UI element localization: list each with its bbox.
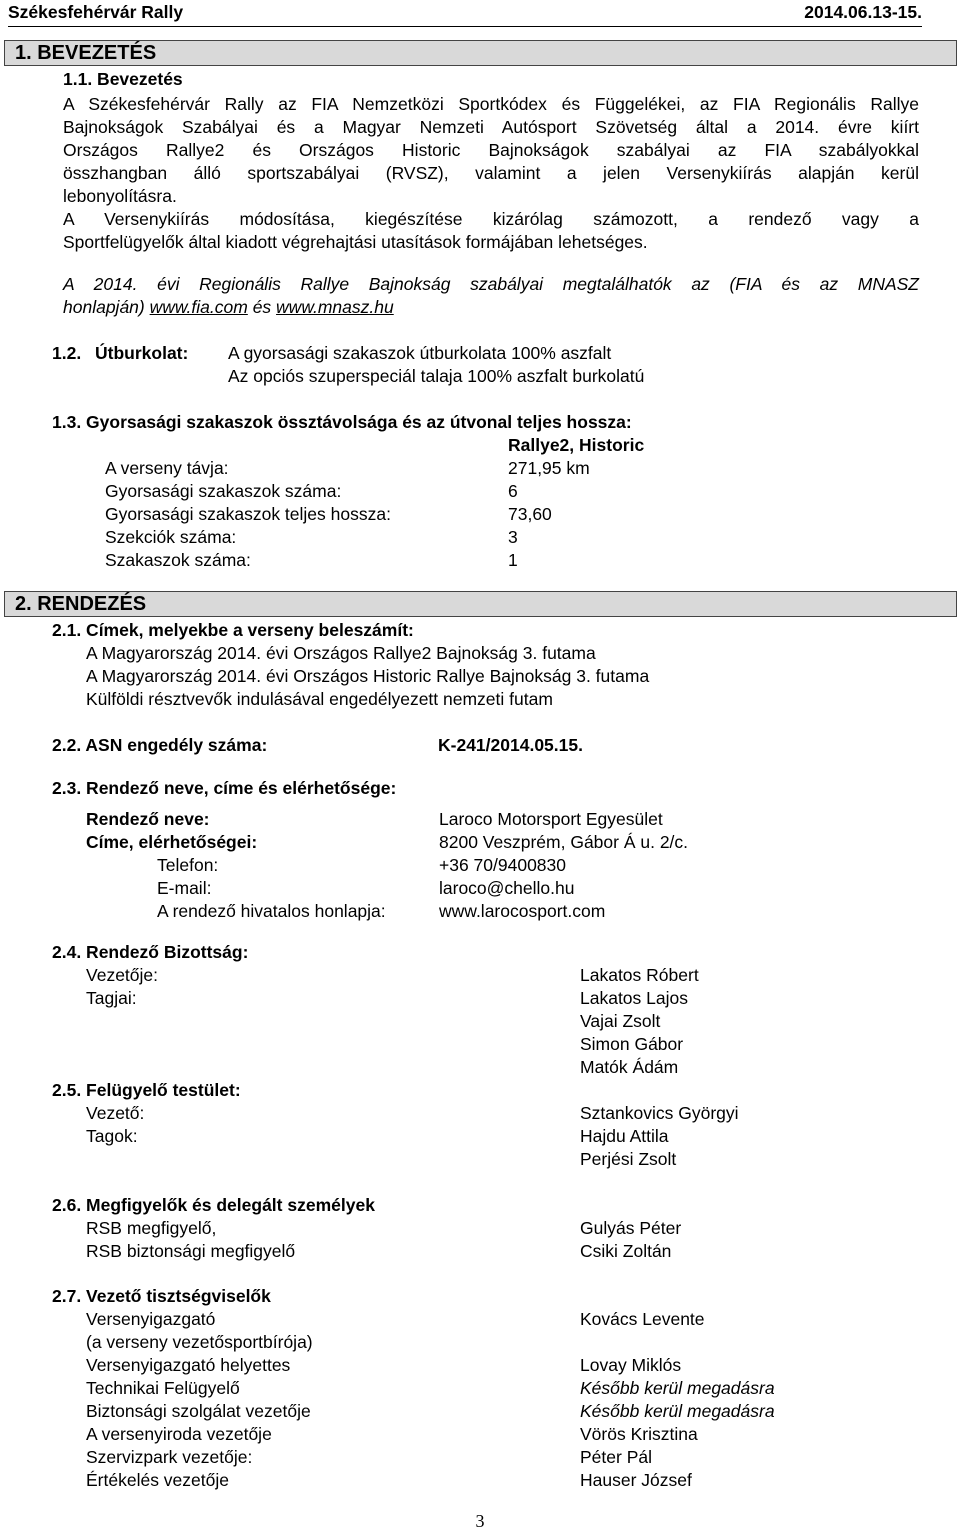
observer-name: Gulyás Péter xyxy=(580,1218,682,1238)
observer-names xyxy=(580,1217,681,1263)
observer-name: Csiki Zoltán xyxy=(580,1241,672,1261)
committee-member: Matók Ádám xyxy=(580,1057,679,1077)
title-item: A Magyarország 2014. évi Országos Rallye2 Bajnokság 3. futama xyxy=(86,643,596,663)
stats-labels xyxy=(105,457,391,572)
stat-label: Szakaszok száma: xyxy=(105,550,251,570)
committee-member: Vajai Zsolt xyxy=(580,1011,661,1031)
official-role: (a verseny vezetősportbírója) xyxy=(86,1332,313,1352)
committee-list xyxy=(580,964,699,1079)
supervisor-leader-label: Vezető: xyxy=(86,1103,145,1123)
official-role: A versenyiroda vezetője xyxy=(86,1424,272,1444)
title-item: Külföldi résztvevők indulásával engedélyezett nemzeti futam xyxy=(86,689,553,709)
stat-value: 1 xyxy=(508,550,518,570)
heading-2-1: 2.1. Címek, melyekbe a verseny beleszámít: xyxy=(52,620,414,640)
stat-value: 271,95 km xyxy=(508,458,590,478)
official-name: Később kerül megadásra xyxy=(580,1401,775,1421)
official-role: Technikai Felügyelő xyxy=(86,1378,240,1398)
observer-labels xyxy=(86,1217,295,1263)
org-email: laroco@chello.hu xyxy=(439,878,575,898)
supervisor-list xyxy=(580,1102,739,1171)
org-address: 8200 Veszprém, Gábor Á u. 2/c. xyxy=(439,832,689,852)
official-role: Versenyigazgató xyxy=(86,1309,216,1329)
heading-2-7: 2.7. Vezető tisztségviselők xyxy=(52,1286,271,1306)
stat-label: A verseny távja: xyxy=(105,458,229,478)
heading-1-2-num: 1.2. xyxy=(52,343,82,363)
committee-member: Simon Gábor xyxy=(580,1034,684,1054)
committee-members-label: Tagjai: xyxy=(86,988,137,1008)
official-role: Biztonsági szolgálat vezetője xyxy=(86,1401,311,1421)
heading-1-3: 1.3. Gyorsasági szakaszok össztávolsága és az útvonal teljes hossza: xyxy=(52,412,632,432)
rules-paragraph xyxy=(63,273,919,319)
stat-value: 3 xyxy=(508,527,518,547)
intro-line: Országos Rallye2 és Országos Historic Bajnokságok szabályai az FIA szabályokkal xyxy=(63,140,919,160)
official-names xyxy=(580,1308,775,1492)
official-role: Értékelés vezetője xyxy=(86,1470,229,1490)
supervisor: Perjési Zsolt xyxy=(580,1149,677,1169)
supervisor: Hajdu Attila xyxy=(580,1126,669,1146)
header-date: 2014.06.13-15. xyxy=(804,2,922,22)
titles-list xyxy=(86,642,649,711)
official-name: Péter Pál xyxy=(580,1447,652,1467)
observer-role: RSB megfigyelő, xyxy=(86,1218,217,1238)
stat-label: Gyorsasági szakaszok teljes hossza: xyxy=(105,504,391,524)
stat-label: Gyorsasági szakaszok száma: xyxy=(105,481,342,501)
amend-line: A Versenykiírás módosítása, kiegészítése kizárólag számozott, a rendező vagy a xyxy=(63,209,919,229)
org-label: Címe, elérhetőségei: xyxy=(86,832,258,852)
heading-2-4: 2.4. Rendező Bizottság: xyxy=(52,942,249,962)
intro-line: Bajnokságok Szabályai és a Magyar Nemzeti Autósport Szövetség által a 2014. évre kiírt xyxy=(63,117,919,137)
intro-line: összhangban álló sportszabályai (RVSZ), valamint a jelen Versenykiírás alapján kerül xyxy=(63,163,919,183)
org-website: www.larocosport.com xyxy=(439,901,606,921)
official-role: Szervizpark vezetője: xyxy=(86,1447,253,1467)
fia-link[interactable]: www.fia.com xyxy=(149,297,248,317)
stat-value: 73,60 xyxy=(508,504,552,524)
amend-line: Sportfelügyelők által kiadott végrehajtási utasítások formájában lehetséges. xyxy=(63,232,648,252)
official-name xyxy=(580,1331,775,1354)
official-name: Lovay Miklós xyxy=(580,1355,682,1375)
org-labels xyxy=(86,808,386,923)
mnasz-link[interactable]: www.mnasz.hu xyxy=(276,297,394,317)
official-name: Később kerül megadásra xyxy=(580,1378,775,1398)
rules-text: és xyxy=(247,297,277,317)
org-label: A rendező hivatalos honlapja: xyxy=(157,901,386,921)
title-item: A Magyarország 2014. évi Országos Historic Rallye Bajnokság 3. futama xyxy=(86,666,650,686)
official-role: Versenyigazgató helyettes xyxy=(86,1355,291,1375)
page-number: 3 xyxy=(475,1511,485,1531)
page-header xyxy=(8,0,922,27)
rules-line-2 xyxy=(63,296,919,319)
org-phone: +36 70/9400830 xyxy=(439,855,567,875)
stats-values xyxy=(508,457,590,572)
stat-value: 6 xyxy=(508,481,518,501)
committee-member: Lakatos Lajos xyxy=(580,988,688,1008)
org-name: Laroco Motorsport Egyesület xyxy=(439,809,663,829)
surface-value: A gyorsasági szakaszok útburkolata 100% aszfalt xyxy=(228,343,612,363)
official-name: Vörös Krisztina xyxy=(580,1424,698,1444)
asn-number: K-241/2014.05.15. xyxy=(438,735,583,755)
section-1-heading: 1. BEVEZETÉS xyxy=(4,40,957,66)
section-2-heading: 2. RENDEZÉS xyxy=(4,591,957,617)
heading-1-2-label: Útburkolat: xyxy=(95,343,189,363)
rules-line: A 2014. évi Regionális Rallye Bajnokság szabályai megtalálhatók az (FIA és az MNASZ xyxy=(63,274,919,294)
heading-2-5: 2.5. Felügyelő testület: xyxy=(52,1080,241,1100)
observer-role: RSB biztonsági megfigyelő xyxy=(86,1241,296,1261)
org-label: Telefon: xyxy=(157,855,219,875)
official-name: Hauser József xyxy=(580,1470,692,1490)
org-label: Rendező neve: xyxy=(86,809,210,829)
header-title: Székesfehérvár Rally xyxy=(8,2,184,22)
surface-value: Az opciós szuperspeciál talaja 100% aszfalt burkolatú xyxy=(228,366,645,386)
intro-paragraph xyxy=(63,93,919,254)
org-label: E-mail: xyxy=(157,878,212,898)
heading-2-6: 2.6. Megfigyelők és delegált személyek xyxy=(52,1195,375,1215)
committee-member: Lakatos Róbert xyxy=(580,965,699,985)
rules-text: honlapján) xyxy=(63,297,150,317)
heading-2-3: 2.3. Rendező neve, címe és elérhetősége: xyxy=(52,778,397,798)
supervisor: Sztankovics Györgyi xyxy=(580,1103,739,1123)
committee-leader-label: Vezetője: xyxy=(86,965,158,985)
stat-label: Szekciók száma: xyxy=(105,527,237,547)
heading-2-2: 2.2. ASN engedély száma: xyxy=(52,735,268,755)
official-name: Kovács Levente xyxy=(580,1309,705,1329)
supervisor-members-label: Tagok: xyxy=(86,1126,138,1146)
official-roles xyxy=(86,1308,313,1492)
org-values xyxy=(439,808,688,923)
stats-column-header: Rallye2, Historic xyxy=(508,435,645,455)
heading-1-1: 1.1. Bevezetés xyxy=(63,69,183,89)
intro-line: lebonyolításra. xyxy=(63,186,177,206)
intro-line: A Székesfehérvár Rally az FIA Nemzetközi Sportkódex és Függelékei, az FIA Regionális Rallye xyxy=(63,94,919,114)
